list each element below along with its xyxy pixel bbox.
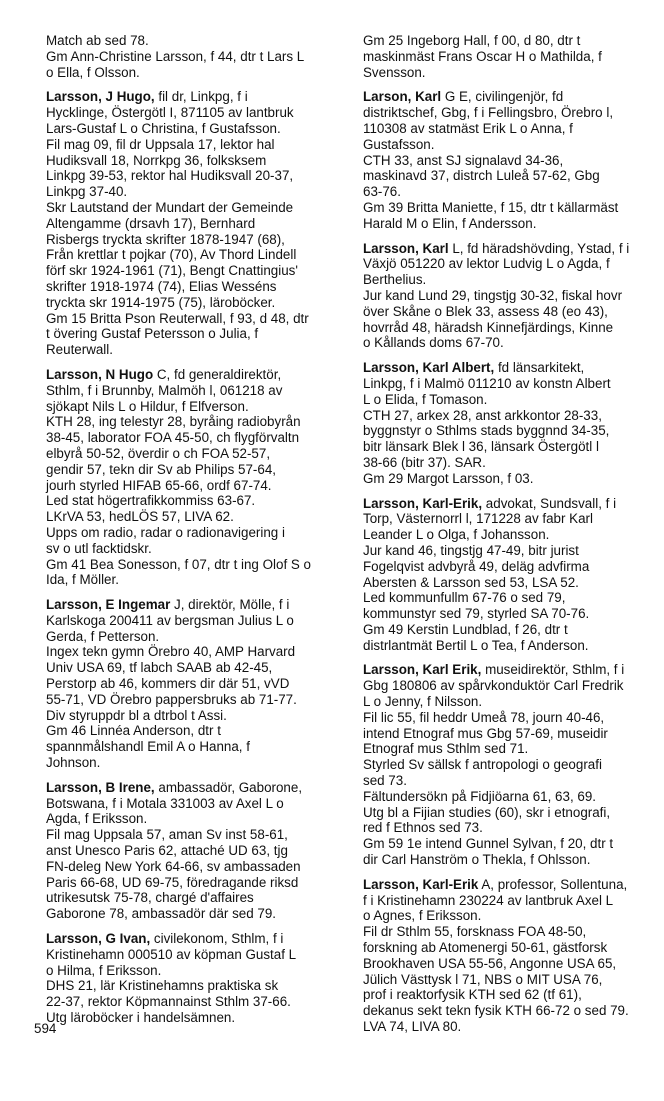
entry-text: Risbergs tryckta skrifter 1878-1947 (68), <box>46 231 285 247</box>
entry-text: Botswana, f i Motala 331003 av Axel L o <box>46 795 284 811</box>
entry-text: Linkpg 39-53, rektor hal Hudiksvall 20-37, <box>46 168 294 184</box>
entry-line <box>46 295 344 311</box>
entry-text: elbyrå 50-52, överdir o ch FOA 52-57, <box>46 445 271 461</box>
entry-text: Altengamme (drsavh 17), Bernhard <box>46 215 256 231</box>
biography-entry <box>363 89 657 231</box>
entry-text: Fil mag 09, fil dr Uppsala 17, lektor hal <box>46 136 275 152</box>
entry-line <box>363 956 657 972</box>
entry-text: sed 73. <box>363 773 407 789</box>
entry-line <box>363 575 657 591</box>
entry-text: Gbg 180806 av spårvkonduktör Carl Fredrik <box>363 678 624 694</box>
entry-text: Ingex tekn gymn Örebro 40, AMP Harvard <box>46 644 296 660</box>
entry-text: Torp, Västernorrl l, 171228 av fabr Karl <box>363 511 593 527</box>
entry-text: Utg bl a Fijian studies (60), skr i etnografi, <box>363 804 611 820</box>
entry-text: spannmålshandl Emil A o Hanna, f <box>46 739 250 755</box>
entry-text: Harald M o Elin, f Andersson. <box>363 215 537 231</box>
entry-line <box>46 708 344 724</box>
entry-line <box>46 629 344 645</box>
entry-text: Karlskoga 200411 av bergsman Julius L o <box>46 612 294 628</box>
entry-line <box>46 33 344 49</box>
entry-name: Larsson, N Hugo <box>46 366 154 382</box>
entry-line <box>363 153 657 169</box>
entry-line <box>363 678 657 694</box>
entry-text: Växjö 051220 av lektor Ludvig L o Agda, f <box>363 256 610 272</box>
entry-text: ambassadör, Gaborone, <box>154 779 303 795</box>
entry-line <box>363 820 657 836</box>
entry-text: över Skåne o Blek 33, assess 48 (eo 43), <box>363 303 608 319</box>
entry-text: Gm 39 Britta Maniette, f 15, dtr t källarmäst <box>363 199 619 215</box>
entry-name: Larsson, Karl <box>363 240 449 256</box>
entry-text: civilekonom, Sthlm, f i <box>150 931 284 947</box>
entry-name: Larsson, B Irene, <box>46 779 155 795</box>
entry-line <box>363 543 657 559</box>
entry-text: Kristinehamn 000510 av köpman Gustaf L <box>46 946 297 962</box>
entry-line <box>363 200 657 216</box>
entry-text: fil dr, Linkpg, f i <box>154 89 248 105</box>
entry-line <box>46 65 344 81</box>
entry-line <box>46 216 344 232</box>
entry-text: Led stat högertrafikkommiss 63-67. <box>46 493 256 509</box>
entry-line <box>363 184 657 200</box>
biography-entry <box>363 33 657 80</box>
entry-text: o Kållands doms 67-70. <box>363 335 504 351</box>
entry-line <box>46 326 344 342</box>
entry-line <box>46 572 344 588</box>
entry-name: Larsson, Karl-Erik <box>363 876 479 892</box>
entry-line <box>363 741 657 757</box>
entry-text: 38-66 (bitr 37). SAR. <box>363 454 486 470</box>
entry-line <box>363 527 657 543</box>
entry-text: forskning ab Atomenergi 50-61, gästforsk <box>363 940 608 956</box>
entry-line <box>46 931 344 947</box>
entry-text: intend Etnograf mus Gbg 57-69, museidir <box>363 725 608 741</box>
entry-text: Utg läroböcker i handelsämnen. <box>46 1010 236 1026</box>
entry-text: Gm 25 Ingeborg Hall, f 00, d 80, dtr t <box>363 33 581 48</box>
entry-text: skrifter 1918-1974 (74), Elias Wesséns <box>46 278 277 294</box>
entry-text: Linkpg, f i Malmö 011210 av konstn Albert <box>363 375 611 391</box>
entry-text: Gm 41 Bea Sonesson, f 07, dtr t ing Olof S o <box>46 556 311 572</box>
entry-line <box>363 622 657 638</box>
entry-line <box>46 780 344 796</box>
entry-line <box>363 121 657 137</box>
entry-text: tryckta skr 1914-1975 (75), läroböcker. <box>46 294 276 310</box>
entry-line <box>46 739 344 755</box>
entry-text: CTH 27, arkex 28, anst arkkontor 28-33, <box>363 407 602 423</box>
entry-text: 63-76. <box>363 184 401 200</box>
entry-line <box>46 859 344 875</box>
entry-line <box>363 335 657 351</box>
entry-text: 55-71, VD Örebro pappersbruks ab 71-77. <box>46 691 297 707</box>
entry-text: 22-37, rektor Köpmannainst Sthlm 37-66. <box>46 994 291 1010</box>
biography-entry <box>46 89 344 358</box>
entry-line <box>46 383 344 399</box>
entry-text: Från krettlar t pojkar (70), Av Thord Lindell <box>46 247 297 263</box>
entry-line <box>363 852 657 868</box>
entry-text: utrikesutsk 75-78, chargé d'affaires <box>46 890 254 906</box>
entry-text: anst Unesco Paris 62, attaché UD 63, tjg <box>46 843 288 859</box>
biography-entry <box>46 780 344 922</box>
entry-line <box>363 65 657 81</box>
entry-line <box>363 710 657 726</box>
entry-line <box>46 811 344 827</box>
entry-text: Jülich Västtysk l 71, NBS o MIT USA 76, <box>363 971 603 987</box>
entry-line <box>363 662 657 678</box>
entry-text: prof i reaktorfysik KTH sed 62 (tf 61), <box>363 987 582 1003</box>
entry-line <box>46 509 344 525</box>
entry-text: Fogelqvist advbyrå 49, deläg advfirma <box>363 558 590 574</box>
entry-line <box>46 525 344 541</box>
entry-text: kommunstyr sed 79, styrled SA 70-76. <box>363 606 590 622</box>
entry-text: Agda, f Eriksson. <box>46 811 148 827</box>
entry-text: Styrled Sv sällsk f antropologi o geografi <box>363 757 602 773</box>
entry-line <box>46 311 344 327</box>
entry-text: Reuterwall. <box>46 342 113 358</box>
entry-text: G E, civilingenjör, fd <box>441 89 564 105</box>
entry-line <box>46 1010 344 1026</box>
entry-line <box>363 1003 657 1019</box>
entry-line <box>46 168 344 184</box>
entry-name: Larson, Karl <box>363 89 442 105</box>
entry-line <box>46 279 344 295</box>
entry-text: FN-deleg New York 64-66, sv ambassaden <box>46 858 301 874</box>
entry-text: L o Elida, f Tomason. <box>363 391 488 407</box>
left-column <box>46 33 344 1035</box>
entry-line <box>363 439 657 455</box>
entry-line <box>46 232 344 248</box>
entry-line <box>46 875 344 891</box>
entry-line <box>46 414 344 430</box>
entry-text: Sthlm, f i Brunnby, Malmöh l, 061218 av <box>46 382 283 398</box>
entry-line <box>46 342 344 358</box>
entry-text: f i Kristinehamn 230224 av lantbruk Axel L <box>363 892 614 908</box>
entry-text: LKrVA 53, hedLÖS 57, LIVA 62. <box>46 509 234 525</box>
entry-line <box>46 49 344 65</box>
entry-text: Svensson. <box>363 64 426 80</box>
biography-entry <box>363 241 657 352</box>
entry-line <box>46 105 344 121</box>
entry-text: dir Carl Hanström o Thekla, f Ohlsson. <box>363 852 591 868</box>
entry-text: Univ USA 69, tf labch SAAB ab 42-45, <box>46 660 273 676</box>
entry-name: Larsson, G Ivan, <box>46 931 151 947</box>
entry-line <box>46 462 344 478</box>
entry-line <box>363 272 657 288</box>
entry-text: L, fd häradshövding, Ystad, f i <box>448 240 630 256</box>
entry-text: Gustafsson. <box>363 136 435 152</box>
entry-name: Larsson, E Ingemar <box>46 597 171 613</box>
entry-text: fd länsarkitekt, <box>494 360 585 376</box>
entry-text: Div styruppdr bl a dtrbol t Assi. <box>46 707 227 723</box>
biography-entry <box>46 597 344 771</box>
entry-line <box>363 773 657 789</box>
entry-line <box>363 940 657 956</box>
entry-text: Jur kand 46, tingstjg 47-49, bitr jurist <box>363 542 579 558</box>
entry-line <box>363 241 657 257</box>
biography-entry <box>46 367 344 588</box>
biography-entry <box>363 877 657 1035</box>
entry-text: byggnstyr o Sthlms stads byggnnd 34-35, <box>363 423 610 439</box>
entry-text: förf skr 1924-1961 (71), Bengt Cnattingius' <box>46 263 298 279</box>
entry-line <box>46 755 344 771</box>
entry-text: bitr länsark Blek l 36, länsark Östergötl l <box>363 439 599 455</box>
entry-line <box>46 597 344 613</box>
entry-text: Leander L o Olga, f Johansson. <box>363 527 550 543</box>
entry-line <box>363 893 657 909</box>
entry-line <box>363 987 657 1003</box>
entry-line <box>363 471 657 487</box>
entry-line <box>363 789 657 805</box>
entry-line <box>46 947 344 963</box>
entry-line <box>363 511 657 527</box>
biography-entry <box>363 662 657 867</box>
entry-text: sjökapt Nils L o Hildur, f Elfverson. <box>46 398 249 414</box>
entry-line <box>46 121 344 137</box>
entry-text: Gm 49 Kerstin Lundblad, f 26, dtr t <box>363 621 568 637</box>
entry-text: Berthelius. <box>363 272 427 288</box>
entry-text: Hudiksvall 18, Norrkpg 36, folksksem <box>46 152 267 168</box>
biography-entry <box>46 931 344 1026</box>
entry-text: t övering Gustaf Petersson o Julia, f <box>46 326 259 342</box>
entry-line <box>363 304 657 320</box>
entry-line <box>46 557 344 573</box>
entry-line <box>46 692 344 708</box>
entry-line <box>46 796 344 812</box>
entry-text: Fältundersökn på Fidjiöarna 61, 63, 69. <box>363 788 596 804</box>
entry-line <box>363 908 657 924</box>
entry-text: maskinavd 37, distrch Luleå 57-62, Gbg <box>363 168 600 184</box>
entry-name: Larsson, Karl Albert, <box>363 360 495 376</box>
entry-line <box>363 559 657 575</box>
entry-line <box>46 399 344 415</box>
entry-line <box>363 638 657 654</box>
entry-line <box>363 168 657 184</box>
entry-text: red f Ethnos sed 73. <box>363 820 483 836</box>
entry-line <box>46 430 344 446</box>
entry-line <box>363 105 657 121</box>
entry-line <box>46 247 344 263</box>
entry-text: museidirektör, Sthlm, f i <box>481 662 625 678</box>
entry-line <box>46 723 344 739</box>
entry-line <box>46 644 344 660</box>
entry-line <box>46 478 344 494</box>
entry-text: Skr Lautstand der Mundart der Gemeinde <box>46 199 294 215</box>
entry-name: Larsson, J Hugo, <box>46 89 155 105</box>
entry-text: distrlantmät Bertil L o Tea, f Anderson. <box>363 637 589 653</box>
entry-text: o Agnes, f Eriksson. <box>363 908 482 924</box>
entry-text: Gerda, f Petterson. <box>46 628 160 644</box>
entry-text: Linkpg 37-40. <box>46 184 128 200</box>
entry-text: Perstorp ab 46, kommers dir där 51, vVD <box>46 676 290 692</box>
entry-text: Hycklinge, Östergötl I, 871105 av lantbruk <box>46 105 294 121</box>
entry-line <box>46 446 344 462</box>
entry-text: Gm Ann-Christine Larsson, f 44, dtr t Lars L <box>46 48 305 64</box>
entry-line <box>363 924 657 940</box>
entry-line <box>363 256 657 272</box>
entry-text: LVA 74, LIVA 80. <box>363 1019 462 1035</box>
entry-line <box>46 827 344 843</box>
entry-line <box>363 836 657 852</box>
entry-line <box>46 890 344 906</box>
entry-text: Paris 66-68, UD 69-75, föredragande riksd <box>46 874 299 890</box>
entry-line <box>46 978 344 994</box>
entry-text: Gm 15 Britta Pson Reuterwall, f 93, d 48, dtr <box>46 310 309 326</box>
entry-text: distriktschef, Gbg, f i Fellingsbro, Örebro l, <box>363 105 614 121</box>
entry-line <box>363 216 657 232</box>
entry-name: Larsson, Karl-Erik, <box>363 495 483 511</box>
entry-text: C, fd generaldirektör, <box>153 366 282 382</box>
entry-line <box>363 805 657 821</box>
entry-line <box>363 590 657 606</box>
entry-line <box>46 963 344 979</box>
entry-text: Match ab sed 78. <box>46 33 149 48</box>
entry-line <box>363 606 657 622</box>
entry-line <box>46 843 344 859</box>
entry-line <box>46 906 344 922</box>
entry-text: Gm 59 1e intend Gunnel Sylvan, f 20, dtr t <box>363 836 614 852</box>
entry-text: Upps om radio, radar o radionavigering i <box>46 524 285 540</box>
entry-text: Fil mag Uppsala 57, aman Sv inst 58-61, <box>46 827 288 843</box>
entry-text: DHS 21, lär Kristinehamns praktiska sk <box>46 978 279 994</box>
entry-line <box>363 455 657 471</box>
entry-line <box>363 392 657 408</box>
entry-line <box>46 89 344 105</box>
entry-line <box>363 49 657 65</box>
entry-line <box>363 1019 657 1035</box>
entry-text: Fil dr Sthlm 55, forsknass FOA 48-50, <box>363 924 587 940</box>
entry-line <box>46 137 344 153</box>
entry-text: gendir 57, tekn dir Sv ab Philips 57-64, <box>46 461 277 477</box>
entry-line <box>363 89 657 105</box>
entry-text: sv o utl facktidskr. <box>46 540 152 556</box>
entry-text: hovrråd 48, häradsh Kinnefjärdings, Kinne <box>363 319 614 335</box>
entry-text: 38-45, laborator FOA 45-50, ch flygförvaltn <box>46 430 300 446</box>
entry-text: Gaborone 78, ambassadör där sed 79. <box>46 906 277 922</box>
entry-line <box>363 137 657 153</box>
entry-line <box>363 757 657 773</box>
entry-text: Jur kand Lund 29, tingstjg 30-32, fiskal hovr <box>363 287 623 303</box>
entry-line <box>363 288 657 304</box>
entry-text: Ida, f Möller. <box>46 572 119 588</box>
entry-line <box>363 360 657 376</box>
entry-line <box>363 877 657 893</box>
entry-text: Johnson. <box>46 755 101 771</box>
entry-line <box>363 33 657 49</box>
entry-text: jourh styrled HIFAB 65-66, ordf 67-74. <box>46 477 272 493</box>
entry-text: CTH 33, anst SJ signalavd 34-36, <box>363 152 564 168</box>
entry-line <box>46 184 344 200</box>
entry-text: advokat, Sundsvall, f i <box>482 495 617 511</box>
right-column <box>363 33 657 1044</box>
entry-line <box>46 153 344 169</box>
entry-line <box>46 493 344 509</box>
entry-text: KTH 28, ing telestyr 28, byråing radiobyrån <box>46 414 301 430</box>
entry-line <box>46 367 344 383</box>
page-number: 594 <box>34 1021 57 1036</box>
entry-line <box>46 541 344 557</box>
entry-text: Abersten & Larsson sed 53, LSA 52. <box>363 574 579 590</box>
entry-text: A, professor, Sollentuna, <box>478 876 628 892</box>
entry-line <box>46 994 344 1010</box>
entry-line <box>46 676 344 692</box>
entry-line <box>46 613 344 629</box>
entry-text: Gm 29 Margot Larsson, f 03. <box>363 470 534 486</box>
biography-entry <box>363 360 657 486</box>
entry-text: Fil lic 55, fil heddr Umeå 78, journ 40-46, <box>363 709 605 725</box>
entry-line <box>46 660 344 676</box>
entry-line <box>363 320 657 336</box>
entry-text: maskinmäst Frans Oscar H o Mathilda, f <box>363 48 602 64</box>
entry-line <box>363 496 657 512</box>
entry-text: Gm 46 Linnéa Anderson, dtr t <box>46 723 221 739</box>
entry-text: o Hilma, f Eriksson. <box>46 962 162 978</box>
entry-text: L o Jenny, f Nilsson. <box>363 694 483 710</box>
entry-text: Etnograf mus Sthlm sed 71. <box>363 741 529 757</box>
entry-line <box>363 376 657 392</box>
entry-line <box>363 694 657 710</box>
entry-text: 110308 av statmäst Erik L o Anna, f <box>363 120 573 136</box>
entry-text: Brookhaven USA 55-56, Angonne USA 65, <box>363 955 617 971</box>
entry-text: o Ella, f Olsson. <box>46 64 140 80</box>
entry-text: Lars-Gustaf L o Christina, f Gustafsson. <box>46 120 281 136</box>
entry-line <box>363 423 657 439</box>
entry-line <box>363 726 657 742</box>
biography-entry <box>46 33 344 80</box>
entry-line <box>363 972 657 988</box>
entry-text: Led kommunfullm 67-76 o sed 79, <box>363 590 566 606</box>
biography-entry <box>363 496 657 654</box>
entry-line <box>363 408 657 424</box>
entry-name: Larsson, Karl Erik, <box>363 662 482 678</box>
entry-line <box>46 263 344 279</box>
entry-line <box>46 200 344 216</box>
entry-text: dekanus sekt tekn fysik KTH 66-72 o sed 79. <box>363 1003 629 1019</box>
entry-text: J, direktör, Mölle, f i <box>170 597 290 613</box>
